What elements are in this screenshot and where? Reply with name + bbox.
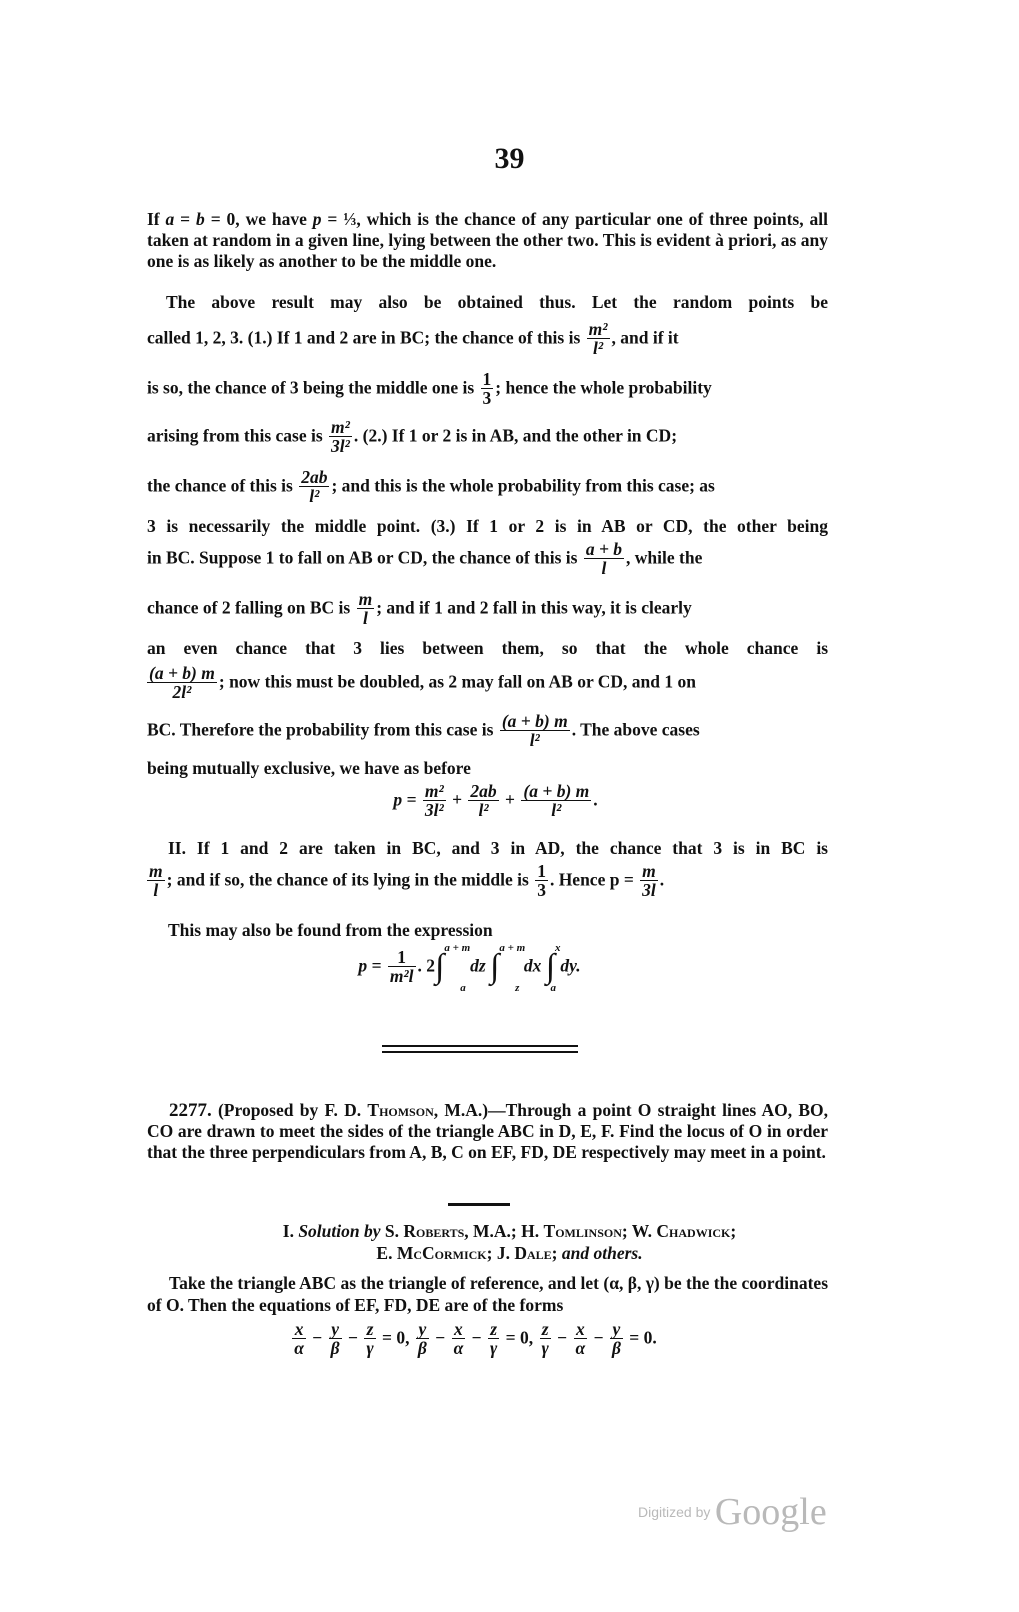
section-divider-bottom	[382, 1051, 578, 1053]
line-1: The above result may also be obtained thus. Let the random points be	[166, 292, 828, 312]
line-13: II. If 1 and 2 are taken in BC, and 3 in AD, the chance that 3 is in BC is	[168, 838, 828, 858]
line-7: in BC. Suppose 1 to fall on AB or CD, the chance of this is $\frac{a + b}{l}$ , while the	[147, 539, 703, 579]
line-2: called 1, 2, 3. (1.) If 1 and 2 are in BC; the chance of this is $\frac{\text{m²}}{\text{l²}}$ , and if it	[147, 319, 679, 359]
line-8: chance of 2 falling on BC is $\frac{m}{l}$ ; and if 1 and 2 fall in this way, it is clearly	[147, 589, 692, 629]
line-9: an even chance that 3 lies between them, so that the whole chance is	[147, 638, 828, 658]
line-3: is so, the chance of 3 being the middle one is $\frac{1}{3}$ ; hence the whole probability	[147, 369, 712, 409]
line-10: $\frac{(a + b) m}{\text{2l²}}$ ; now this must be doubled, as 2 may fall on AB or CD, and 1 on	[149, 663, 697, 703]
equation-integral: p = $\frac{1}{\text{m²l}}$ . 2∫$^{a + m}_a$ dz ∫$^{a + m}_z$ dx ∫$^x_a$ dy.	[358, 942, 581, 995]
line-15: This may also be found from the expression	[168, 920, 493, 940]
equation-forms: $\frac{x}{\alpha}$ − $\frac{y}{\beta}$ − $\frac{z}{\gamma}$ = 0, $\frac{y}{\beta}$ − $\frac{x}{\alpha}$ − $\frac{z}{\gamma}$ = 0, $\frac{z}{\gamma}$ − $\frac{x}{\alpha}$ − $\frac{y}{\beta}$ = 0.	[294, 1319, 657, 1359]
page-number: 39	[494, 142, 525, 175]
equation-p-total: p = $\frac{\text{m²}}{\text{3l²}}$ + $\frac{2ab}{\text{l²}}$ + $\frac{(a + b) m}{\text{l²}}$ .	[393, 781, 598, 821]
section-divider-top	[382, 1045, 578, 1047]
short-divider	[448, 1203, 510, 1206]
solution-header: I. Solution by S. Roberts, M.A.; H. Tomlinson; W. Chadwick; E. McCormick; J. Dale; and others.	[282, 1221, 737, 1263]
line-4: arising from this case is $\frac{\text{m²}}{\text{3l²}}$ . (2.) If 1 or 2 is in AB, and the other in CD;	[147, 417, 678, 457]
line-12: being mutually exclusive, we have as before	[147, 758, 471, 778]
digitized-by-google-watermark: Digitized by Google	[638, 1491, 827, 1533]
line-6: 3 is necessarily the middle point. (3.) If 1 or 2 is in AB or CD, the other being	[147, 516, 828, 536]
line-11: BC. Therefore the probability from this case is $\frac{(a + b) m}{\text{l²}}$ . The above cases	[147, 711, 700, 751]
problem-2277: 2277. (Proposed by F. D. Thomson, M.A.)—Through a point O straight lines AO, BO, CO are drawn to meet the sides of the triangle ABC in D, E, F. Find the locus of O in order that the three perpendiculars from A, B, C on EF, FD, DE respectively may meet in a point.	[147, 1100, 828, 1162]
line-14: $\frac{m}{l}$ ; and if so, the chance of its lying in the middle is $\frac{1}{3}$ . Hence p = $\frac{m}{3l}$ .	[149, 861, 665, 901]
paragraph-intro: If a = b = 0, we have p = ⅓, which is the chance of any particular one of three points, all taken at random in a given line, lying between the other two. This is evident à priori, as any one is as likely as another to be the middle one.	[147, 209, 828, 271]
solution-text: Take the triangle ABC as the triangle of reference, and let (α, β, γ) be the the coordinates of O. Then the equations of EF, FD, DE are of the forms	[147, 1273, 828, 1315]
line-5: the chance of this is $\frac{2ab}{\text{l²}}$ ; and this is the whole probability from this case; as	[147, 467, 715, 507]
